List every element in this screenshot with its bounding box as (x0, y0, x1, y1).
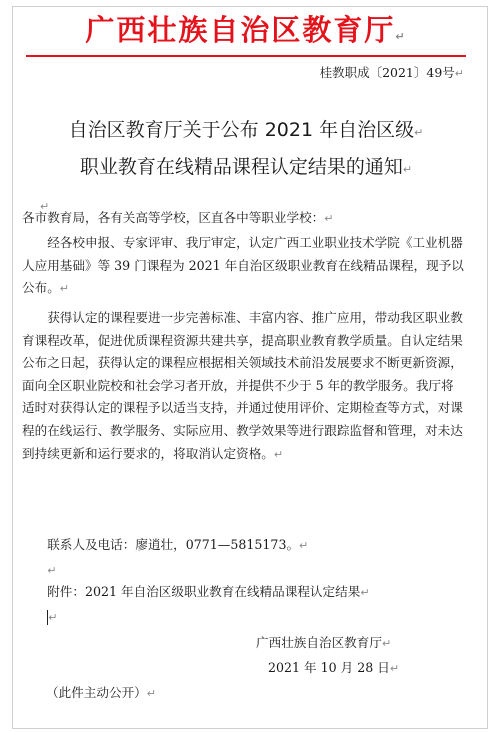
blank-line (22, 559, 466, 583)
paragraph-mark: ↵ (146, 687, 156, 700)
paragraph-mark: ↵ (273, 447, 284, 461)
signature-org: 广西壮族自治区教育厅↵ (256, 635, 392, 650)
body-paragraph-1: 经各校申报、专家评审、我厅审定，认定广西工业职业技术学院《工业机器人应用基础》等 39 门课程为 2021 年自治区级职业教育在线精品课程，现予以公布。↵ (22, 235, 464, 296)
body-paragraph-2: 获得认定的课程要进一步完善标准、丰富内容、推广应用，带动我区职业教育课程改革，促进优质课程资源共建共享，提高职业教育教学质量。自认定结果公布之日起，获得认定的课程应根据相关领域技术前沿发展要求不断更新资源，面向全区职业院校和社会学习者开放，并提供不少于 5 年的教学服务。我厅将适时对获得认定的课程予以适当支持，并通过使用评价、定期检查等方式，对课程的在线运行、教学服务、实际应用、教学效果等进行跟踪监督和管理，对未达到持续更新和运行要求的，将取消认定资格。↵ (22, 310, 463, 461)
title-line-2: 职业教育在线精品课程认定结果的通知↵ (79, 156, 413, 178)
paragraph-mark: ↵ (47, 564, 57, 577)
paragraph-mark: ↵ (324, 212, 334, 225)
paragraph-mark: ↵ (414, 126, 424, 139)
paragraph-mark: ↵ (59, 282, 69, 296)
attachment-line: 附件：2021 年自治区级职业教育在线精品课程认定结果↵ (47, 584, 370, 599)
paragraph-mark: ↵ (299, 539, 309, 552)
paragraph-mark: ↵ (48, 611, 58, 624)
paragraph-mark: ↵ (402, 163, 413, 176)
signature-date: 2021 年 10 月 28 日↵ (268, 660, 400, 675)
red-separator-line (26, 55, 466, 57)
public-release-note: （此件主动公开）↵ (46, 685, 156, 700)
text-cursor-line[interactable] (22, 606, 466, 630)
title-line-1: 自治区教育厅关于公布 2021 年自治区级↵ (68, 119, 424, 141)
paragraph-mark: ↵ (360, 586, 370, 599)
masthead-org-name: 广西壮族自治区教育厅↵ (85, 13, 407, 47)
paragraph-mark: ↵ (40, 200, 50, 213)
salutation: 各市教育局，各有关高等学校，区直各中等职业学校：↵ (22, 210, 334, 225)
paragraph-mark: ↵ (454, 67, 464, 80)
paragraph-mark: ↵ (381, 637, 392, 650)
contact-line: 联系人及电话：廖逍壮，0771—5815173。↵ (47, 537, 309, 552)
paragraph-mark: ↵ (395, 30, 407, 43)
document-number: 桂教职成〔2021〕49号↵ (319, 65, 464, 80)
paragraph-mark: ↵ (389, 662, 400, 675)
